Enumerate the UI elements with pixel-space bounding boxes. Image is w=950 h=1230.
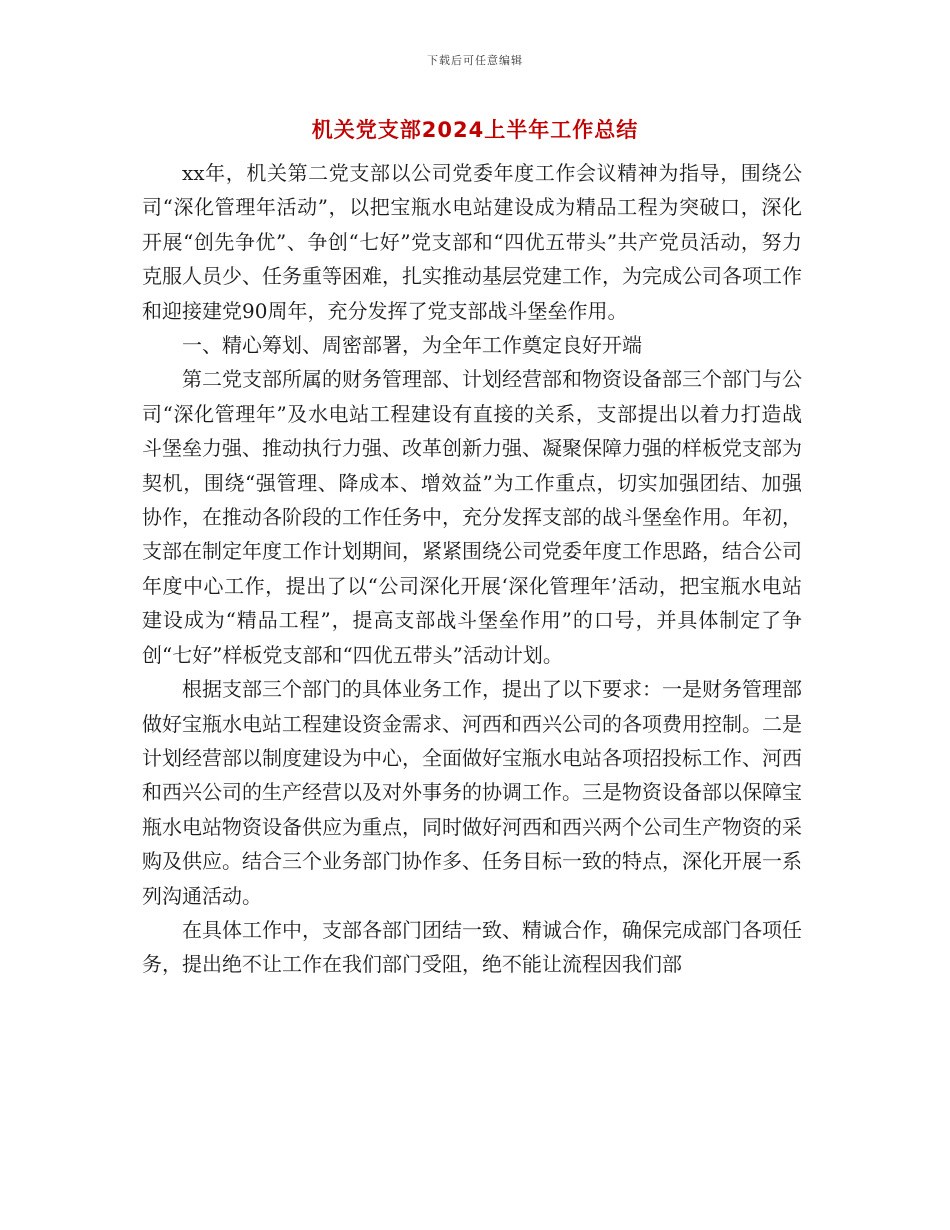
section-heading-1: 一、精心筹划、周密部署，为全年工作奠定良好开端: [182, 333, 642, 358]
header-note: 下载后可任意编辑: [427, 54, 523, 67]
document-title: 机关党支部2024上半年工作总结: [311, 118, 639, 142]
paragraph-2: 第二党支部所属的财务管理部、计划经营部和物资设备部三个部门与公司“深化管理年”及水电站工程建设有直接的关系，支部提出以着力打造战斗堡垒力强、推动执行力强、改革创新力强、凝聚保障力强的样板党支部为契机，围绕“强管理、降成本、增效益”为工作重点，切实加强团结、加强协作，在推动各阶段的工作任务中，充分发挥支部的战斗堡垒作用。年初，支部在制定年度工作计划期间，紧紧围绕公司党委年度工作思路，结合公司年度中心工作，提出了以“公司深化开展‘深化管理年’活动，把宝瓶水电站建设成为“精品工程”，提高支部战斗堡垒作用”的口号，并具体制定了争创“七好”样板党支部和“四优五带头”活动计划。: [142, 367, 802, 667]
paragraph-4: 在具体工作中，支部各部门团结一致、精诚合作，确保完成部门各项任务，提出绝不让工作在我们部门受阻，绝不能让流程因我们部: [142, 917, 802, 977]
document-body: [142, 156, 802, 982]
paragraph-intro: xx年，机关第二党支部以公司党委年度工作会议精神为指导，围绕公司“深化管理年活动”，以把宝瓶水电站建设成为精品工程为突破口，深化开展“创先争优”、争创“七好”党支部和“四优五带头”共产党员活动，努力克服人员少、任务重等困难，扎实推动基层党建工作，为完成公司各项工作和迎接建党90周年，充分发挥了党支部战斗堡垒作用。: [142, 161, 802, 323]
paragraph-3: 根据支部三个部门的具体业务工作，提出了以下要求：一是财务管理部做好宝瓶水电站工程建设资金需求、河西和西兴公司的各项费用控制。二是计划经营部以制度建设为中心，全面做好宝瓶水电站各项招投标工作、河西和西兴公司的生产经营以及对外事务的协调工作。三是物资设备部以保障宝瓶水电站物资设备供应为重点，同时做好河西和西兴两个公司生产物资的采购及供应。结合三个业务部门协作多、任务目标一致的特点，深化开展一系列沟通活动。: [142, 677, 802, 908]
